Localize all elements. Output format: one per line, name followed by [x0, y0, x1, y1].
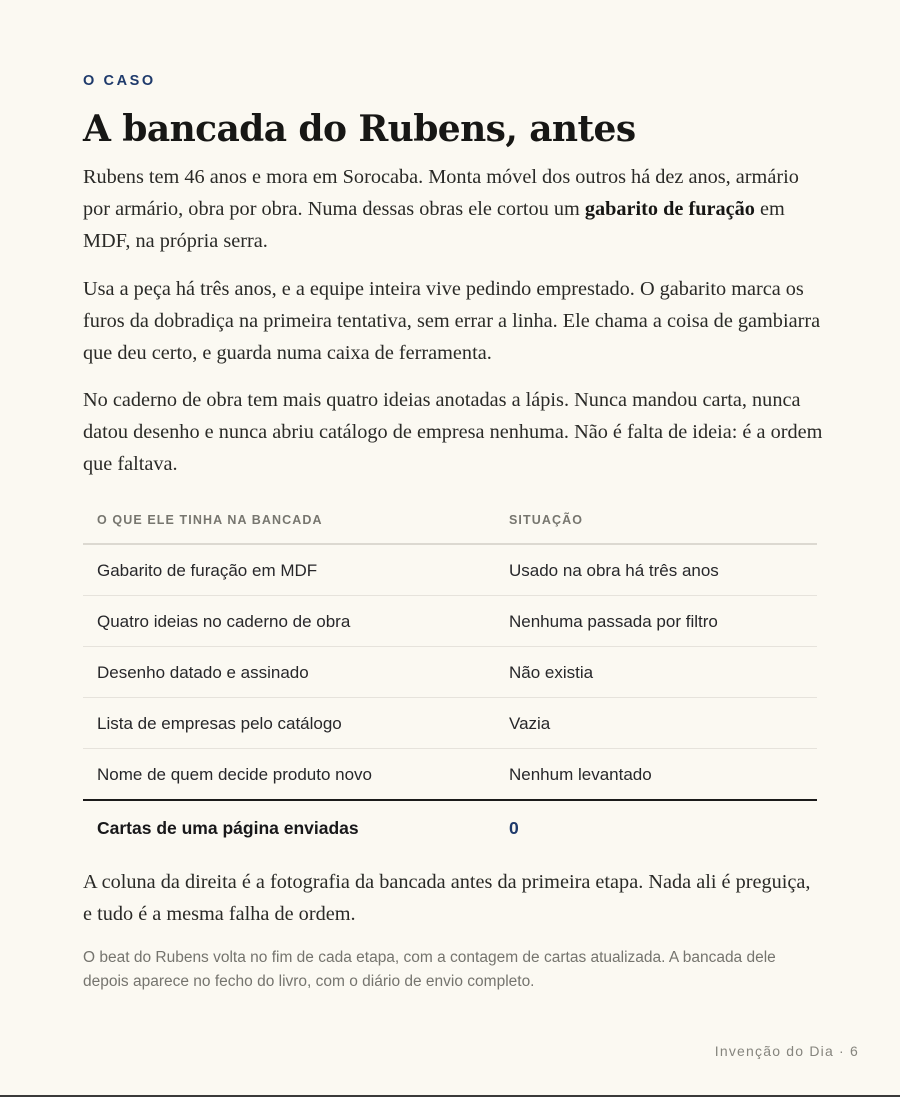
total-value: 0 [509, 818, 519, 838]
paragraph-conclusion: A coluna da direita é a fotografia da bancada antes da primeira etapa. Nada ali é preguiça, e tudo é a mesma falha de ordem. [83, 871, 811, 925]
table-total-row [83, 801, 817, 855]
row-item: Desenho datado e assinado [97, 663, 309, 682]
table-row [83, 749, 817, 801]
table-row [83, 545, 817, 596]
row-status: Usado na obra há três anos [509, 561, 719, 580]
table-row [83, 647, 817, 698]
row-item: Quatro ideias no caderno de obra [97, 612, 351, 631]
column-header-item: O QUE ELE TINHA NA BANCADA [97, 513, 323, 527]
column-header-status: SITUAÇÃO [509, 513, 584, 527]
row-status: Vazia [509, 714, 551, 733]
row-status: Nenhum levantado [509, 765, 652, 784]
row-item: Gabarito de furação em MDF [97, 561, 318, 580]
paragraph-usage: Usa a peça há três anos, e a equipe inteira vive pedindo emprestado. O gabarito marca os furos da dobradiça na primeira tentativa, sem errar a linha. Ele chama a coisa de gambiarra que deu certo, e guarda numa caixa de ferramenta. [83, 278, 821, 364]
paragraph-intro-tail: em MDF, na própria serra. [83, 198, 785, 252]
side-note: O beat do Rubens volta no fim de cada etapa, com a contagem de cartas atualizada. A bancada dele depois aparece no fecho do livro, com o diário de envio completo. [83, 949, 776, 990]
section-kicker: O CASO [83, 73, 156, 89]
page-title: A bancada do Rubens, antes [83, 108, 636, 150]
paragraph-intro-bold: gabarito de furação [584, 198, 755, 220]
page-footer: Invenção do Dia · 6 [714, 1043, 859, 1059]
row-status: Não existia [509, 663, 594, 682]
table-row [83, 698, 817, 749]
table-row [83, 596, 817, 647]
paragraph-intro [83, 161, 823, 257]
paragraph-notebook: No caderno de obra tem mais quatro ideias anotadas a lápis. Nunca mandou carta, nunca datou desenho e nunca abriu catálogo de empresa nenhuma. Não é falta de ideia: é a ordem que faltava. [83, 389, 823, 475]
paragraph-intro-text: Rubens tem 46 anos e mora em Sorocaba. Monta móvel dos outros há dez anos, armário por armário, obra por obra. Numa dessas obras ele cortou um [83, 166, 799, 220]
table-header [83, 497, 817, 545]
row-status: Nenhuma passada por filtro [509, 612, 718, 631]
total-label: Cartas de uma página enviadas [97, 818, 359, 838]
bench-table [83, 497, 817, 855]
row-item: Lista de empresas pelo catálogo [97, 714, 342, 733]
row-item: Nome de quem decide produto novo [97, 765, 373, 784]
